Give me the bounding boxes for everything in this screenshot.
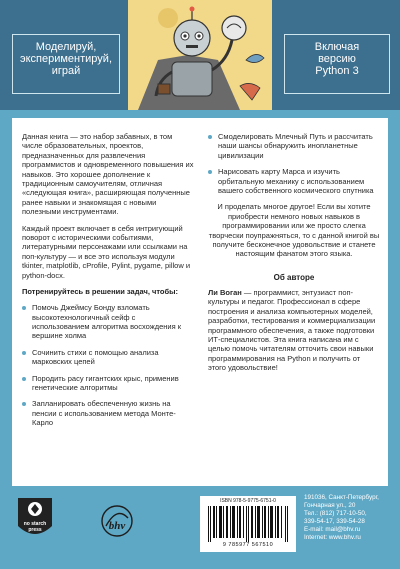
- bullet-icon: [22, 351, 26, 355]
- publisher-line: Гончарная ул., 20: [304, 502, 356, 509]
- bullet-icon: [22, 402, 26, 406]
- tagline-line: экспериментируй,: [19, 53, 113, 65]
- left-column: [22, 132, 194, 435]
- about-author-paragraph: [208, 288, 380, 373]
- author-name: Ли Воган: [208, 287, 242, 297]
- ns-logo-line1: no starch: [23, 521, 47, 527]
- task-text: Смоделировать Млечный Путь и рассчитать наши шансы обнаружить инопланетные цивилизации: [218, 132, 373, 160]
- publisher-line: 191036, Санкт-Петербург,: [304, 494, 379, 501]
- task-list: [22, 303, 194, 427]
- projects-paragraph: Каждый проект включает в себя интригующий поворот с историческими событиями, литературными персонажами или ссылками на поп-культуру — и все это используя модули tkinter, matplotlib, cProfile, Pylint, pygame, pillow и python-docx.: [22, 223, 191, 280]
- intro-paragraph: Данная книга — это набор забавных, в том числе образовательных, проектов, предназначенных для развлечения программистов и одновременного повышения их навыков. Это хорошее дополнение к традиционным самоучителям, отличная «следующая книга», расширяющая полученные ранее навыки и знакомящая с новыми полезными инструментами.: [22, 132, 194, 217]
- publisher-line: 339-54-17, 339-54-28: [304, 518, 365, 525]
- list-item: [22, 303, 194, 341]
- task-text: Нарисовать карту Марса и изучить орбитальную механику с использованием вашего собственного космического спутника: [218, 167, 374, 196]
- about-author-text: — программист, энтузиаст поп-культуры и педагог. Профессионал в сфере построения и анализа компьютерных моделей, разработки, тестирования и коммерциализации программного обеспечения, а также подготовки ИТ-специалистов. Эта книга написана им с целью помочь читателям отточить свои навыки программирования на Python и получить от этого удовольствие!: [208, 287, 376, 373]
- list-item: [22, 348, 194, 367]
- barcode-icon: [206, 506, 290, 542]
- publisher-line: Internet: www.bhv.ru: [304, 534, 361, 541]
- version-line: версию: [318, 53, 356, 65]
- list-item: [22, 399, 194, 427]
- python-version-note: [284, 41, 390, 77]
- bhv-logo: [98, 502, 136, 540]
- about-author-title: Об авторе: [273, 272, 315, 282]
- version-line: Python 3: [315, 65, 359, 77]
- list-item: [22, 374, 194, 393]
- task-text: Запланировать обеспеченную жизнь на пенсии с использованием метода Монте-Карло: [32, 399, 176, 428]
- task-text: Породить расу гигантских крыс, применив генетические алгоритмы: [32, 373, 179, 392]
- tasks-heading: Потренируйтесь в решении задач, чтобы:: [22, 287, 179, 297]
- description-panel: [12, 118, 388, 486]
- task-text: Помочь Джеймсу Бонду взломать высокотехнологичный сейф с использованием алгоритма восхождения к вершине холма: [32, 303, 182, 341]
- robot-illustration: [128, 0, 272, 110]
- barcode-digits: 9 785977 567510: [222, 542, 274, 548]
- publisher-contacts: [304, 494, 396, 542]
- bullet-icon: [208, 135, 212, 139]
- right-column: [208, 132, 380, 380]
- tagline-line: Моделируй,: [35, 41, 97, 53]
- isbn-barcode: [200, 496, 296, 552]
- closing-paragraph: И проделать многое другое! Если вы хотите приобрести немного новых навыков в программировании или же просто слегка творчески поупражняться, то с данной книгой вы получите бесконечное удовольствие и станете настоящим фанатом этого языка.: [208, 202, 380, 259]
- bullet-icon: [208, 170, 212, 174]
- tagline: [12, 41, 120, 77]
- task-list-continued: [208, 132, 380, 195]
- list-item: [208, 132, 380, 160]
- bullet-icon: [22, 377, 26, 381]
- publisher-line: E-mail: mail@bhv.ru: [304, 526, 361, 533]
- version-line: Включая: [314, 41, 360, 53]
- isbn-number: ISBN 978-5-9775-6751-0: [220, 498, 276, 504]
- bullet-icon: [22, 306, 26, 310]
- bhv-logo-text: bhv: [108, 520, 126, 532]
- publisher-line: Тел.: (812) 717-10-50,: [304, 510, 367, 517]
- no-starch-press-logo: [14, 492, 56, 542]
- ns-logo-line2: press: [28, 527, 42, 533]
- task-text: Сочинить стихи с помощью анализа марковских цепей: [32, 347, 159, 367]
- list-item: [208, 167, 380, 195]
- tagline-line: играй: [51, 65, 81, 77]
